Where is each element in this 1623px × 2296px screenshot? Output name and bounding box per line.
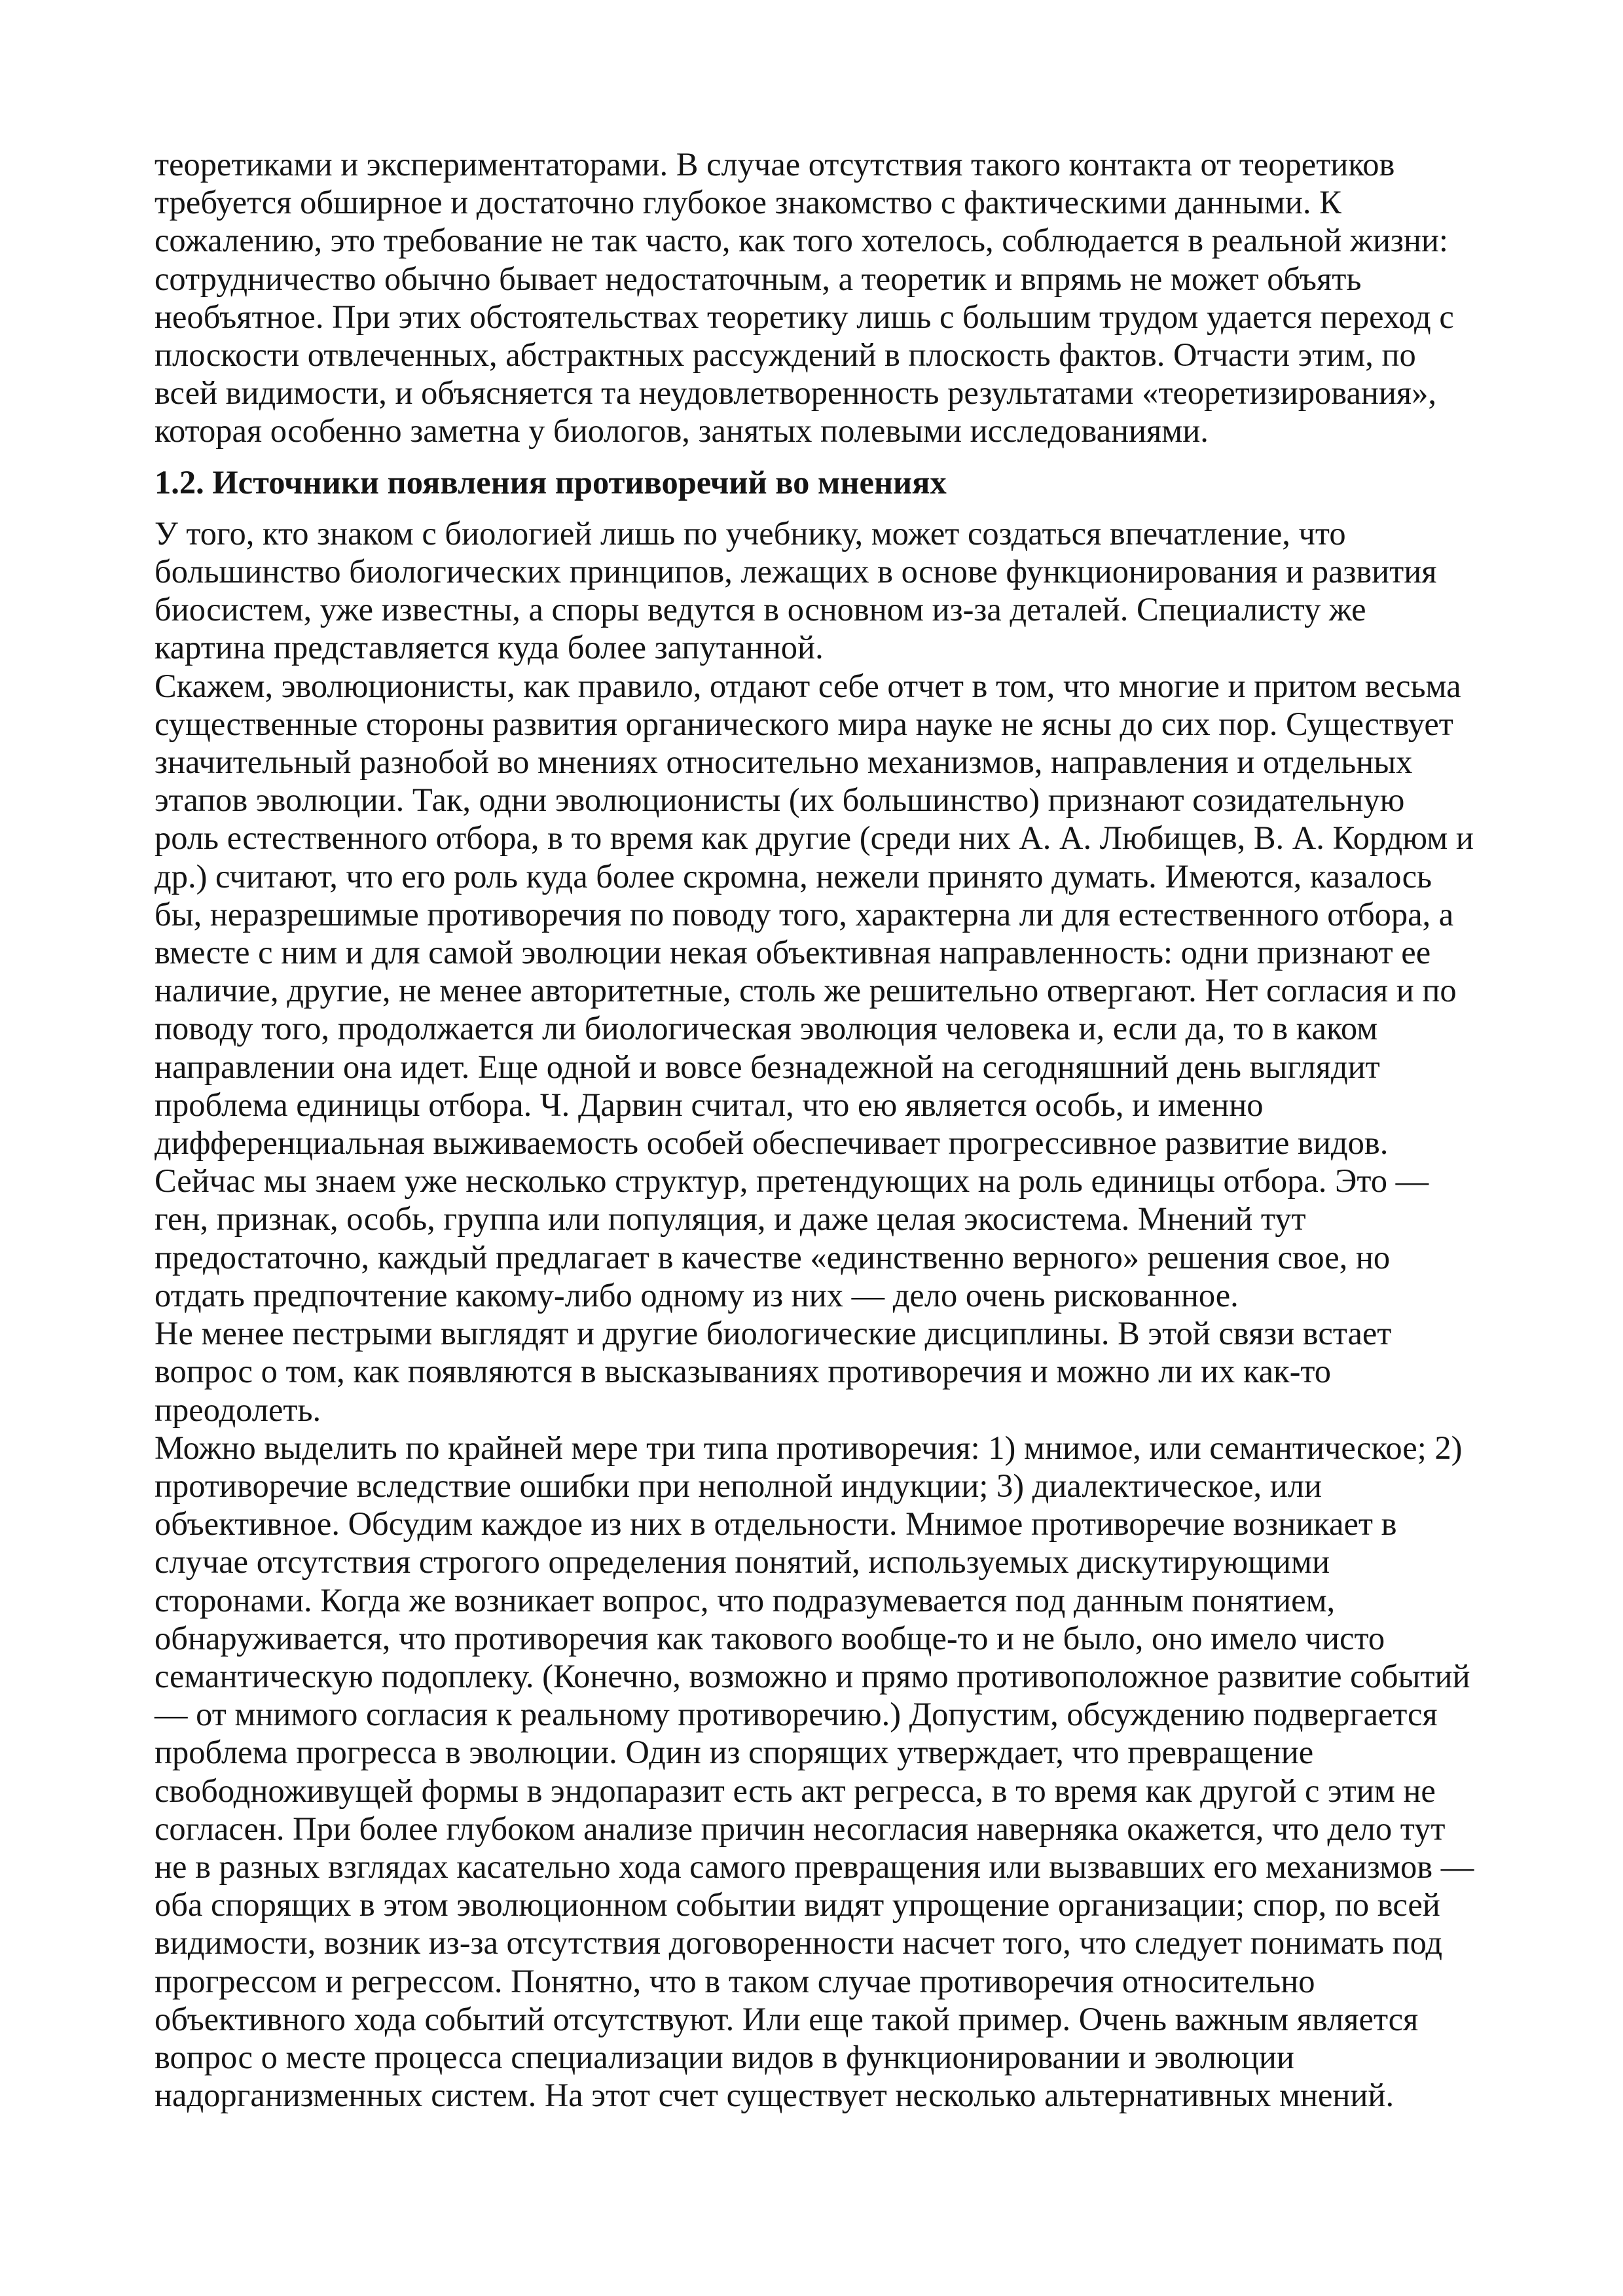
paragraph-4: Можно выделить по крайней мере три типа противоречия: 1) мнимое, или семантическое; 2) противоречие вследствие ошибки при неполной индукции; 3) диалектическое, или объективное. Обсудим каждое из них в отдельности. Мнимое противоречие возникает в случае отсутствия строгого определения понятий, используемых дискутирующими сторонами. Когда же возникает вопрос, что подразумевается под данным понятием, обнаруживается, что противоречия как такового вообще-то и не было, оно имело чисто семантическую подоплеку. (Конечно, возможно и прямо противоположное развитие событий — от мнимого согласия к реальному противоречию.) Допустим, обсуждению подвергается проблема прогресса в эволюции. Один из спорящих утверждает, что превращение свободноживущей формы в эндопаразит есть акт регресса, в то время как другой с этим не согласен. При более глубоком анализе причин несогласия наверняка окажется, что дело тут не в разных взглядах касательно хода самого превращения или вызвавших его механизмов — оба спорящих в этом эволюционном событии видят упрощение организации; спор, по всей видимости, возник из-за отсутствия договоренности насчет того, что следует понимать под прогрессом и регрессом. Понятно, что в таком случае противоречия относительно объективного хода событий отсутствуют. Или еще такой пример. Очень важным является вопрос о месте процесса специализации видов в функционировании и эволюции надорганизменных систем. На этот счет существует несколько альтернативных мнений. xyxy=(155,1429,1474,2114)
paragraph-2: Скажем, эволюционисты, как правило, отдают себе отчет в том, что многие и притом весьма существенные стороны развития органического мира науке не ясны до сих пор. Существует значительный разнобой во мнениях относительно механизмов, направления и отдельных этапов эволюции. Так, одни эволюционисты (их большинство) признают созидательную роль естественного отбора, в то время как другие (среди них А. А. Любищев, В. А. Кордюм и др.) считают, что его роль куда более скромна, нежели принято думать. Имеются, казалось бы, неразрешимые противоречия по поводу того, характерна ли для естественного отбора, а вместе с ним и для самой эволюции некая объективная направленность: одни признают ее наличие, другие, не менее авторитетные, столь же решительно отвергают. Нет согласия и по поводу того, продолжается ли биологическая эволюция человека и, если да, то в каком направлении она идет. Еще одной и вовсе безнадежной на сегодняшний день выглядит проблема единицы отбора. Ч. Дарвин считал, что ею является особь, и именно дифференциальная выживаемость особей обеспечивает прогрессивное развитие видов. Сейчас мы знаем уже несколько структур, претендующих на роль единицы отбора. Это — ген, признак, особь, группа или популяция, и даже целая экосистема. Мнений тут предостаточно, каждый предлагает в качестве «единственно верного» решения свое, но отдать предпочтение какому-либо одному из них — дело очень рискованное. xyxy=(155,667,1474,1314)
section-heading: 1.2. Источники появления противоречий во мнениях xyxy=(155,463,947,501)
intro-paragraph: теоретиками и экспериментаторами. В случае отсутствия такого контакта от теоретиков требуется обширное и достаточно глубокое знакомство с фактическими данными. К сожалению, это требование не так часто, как того хотелось, соблюдается в реальной жизни: сотрудничество обычно бывает недостаточным, а теоретик и впрямь не может объять необъятное. При этих обстоятельствах теоретику лишь с большим трудом удается переход с плоскости отвлеченных, абстрактных рассуждений в плоскость фактов. Отчасти этим, по всей видимости, и объясняется та неудовлетворенность результатами «теоретизирования», которая особенно заметна у биологов, занятых полевыми исследованиями. xyxy=(155,146,1454,450)
paragraph-3: Не менее пестрыми выглядят и другие биологические дисциплины. В этой связи встает вопрос о том, как появляются в высказываниях противоречия и можно ли их как-то преодолеть. xyxy=(155,1315,1392,1428)
paragraph-1: У того, кто знаком с биологией лишь по учебнику, может создаться впечатление, что большинство биологических принципов, лежащих в основе функционирования и развития биосистем, уже известны, а споры ведутся в основном из-за деталей. Специалисту же картина представляется куда более запутанной. xyxy=(155,514,1437,666)
document-page xyxy=(155,145,1477,2114)
